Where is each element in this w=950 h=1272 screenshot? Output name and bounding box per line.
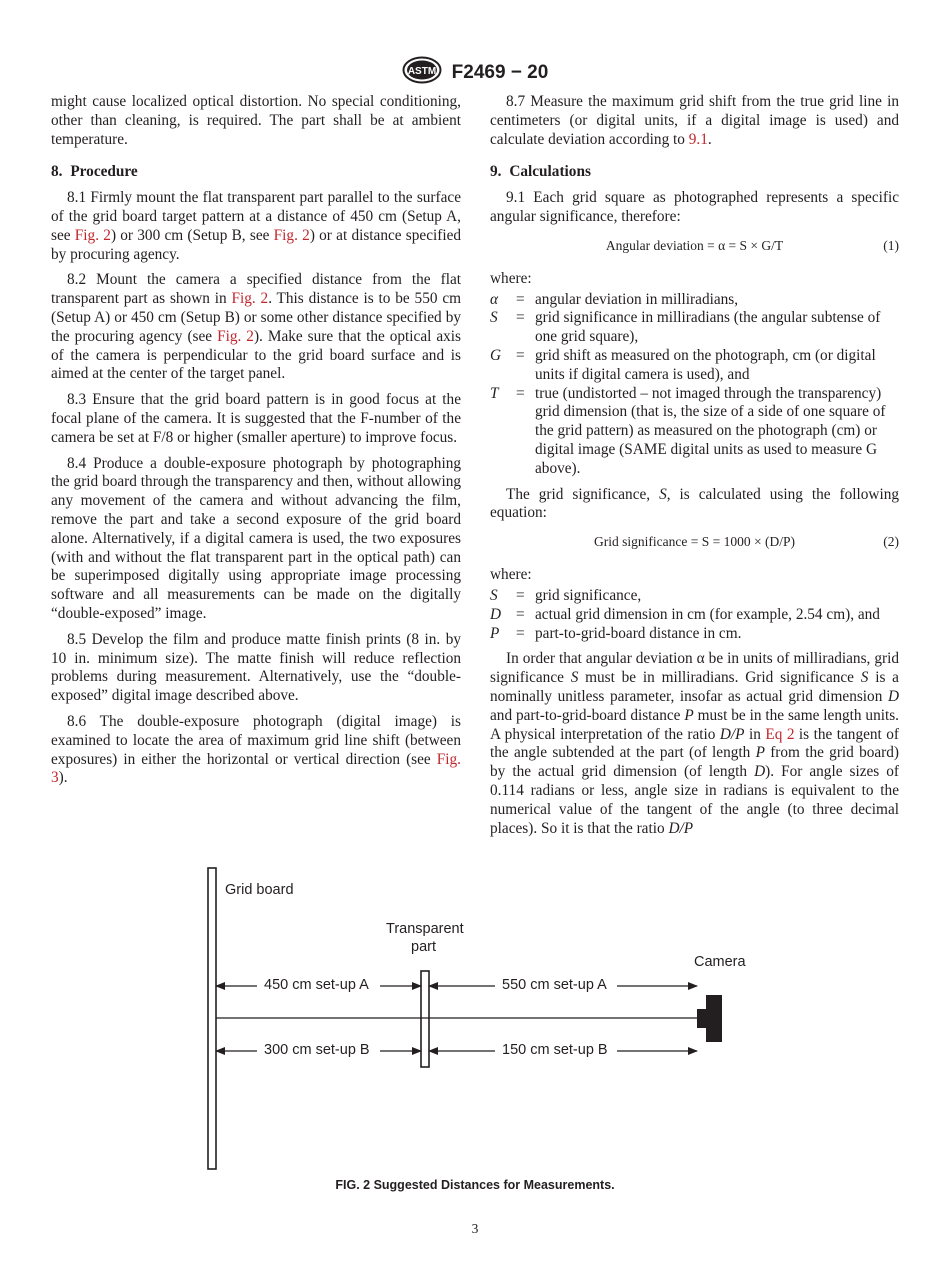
paragraph-9-1: 9.1 Each grid square as photographed represents a specific angular significance, therefore: xyxy=(490,189,899,225)
definition-item: T = true (undistorted – not imaged through the transparency) grid dimension (that is, the size of a side of one square of the grid pattern) as measured on the photograph (cm) or digital image (SAME digital units as used to measure G above). xyxy=(490,384,886,477)
equation-number: (2) xyxy=(883,534,899,550)
dim-label-300b: 300 cm set-up B xyxy=(264,1042,370,1058)
section-title: Calculations xyxy=(509,163,591,181)
paragraph-8-3: 8.3 Ensure that the grid board pattern is in good focus at the focal plane of the camera. It is suggested that the F-number of the camera be set at F/8 or higher (smaller aperture) to improve focus. xyxy=(51,391,461,446)
grid-significance-intro: The grid significance, S, is calculated using the following equation: xyxy=(490,485,899,522)
intro-paragraph: might cause localized optical distortion. No special conditioning, other than cleaning, is required. The part shall be at ambient temperature. xyxy=(51,93,461,148)
section-title: Procedure xyxy=(70,163,138,181)
paragraph-8-7: 8.7 Measure the maximum grid shift from the true grid line in centimeters (or digital units, if a digital image is used) and calculate deviation according to 9.1. xyxy=(490,93,899,148)
definition-list-2 xyxy=(490,587,899,643)
astm-logo-icon xyxy=(402,56,442,89)
equation-2 xyxy=(490,530,899,554)
equation-body: Angular deviation = α = S × G/T xyxy=(605,237,784,253)
dim-label-450a: 450 cm set-up A xyxy=(264,977,369,993)
figure-caption: FIG. 2 Suggested Distances for Measurements. xyxy=(335,1178,615,1192)
section-9-1-link[interactable]: 9.1 xyxy=(688,130,708,148)
camera-lens-shape xyxy=(697,1009,707,1028)
paragraph-8-5: 8.5 Develop the film and produce matte finish prints (8 in. by 10 in. minimum size). The matte finish will reduce reflection problems during measurement. Alternatively, use the “double-exposed” digital image described above. xyxy=(51,630,461,705)
transparent-part-label-line2: part xyxy=(411,939,436,955)
fig-2-link[interactable]: Fig. 2 xyxy=(231,290,269,308)
transparent-part-shape xyxy=(421,971,429,1067)
definition-item: S = grid significance in milliradians (the angular subtense of one grid square), xyxy=(490,309,881,346)
paragraph-8-1: 8.1 Firmly mount the flat transparent part parallel to the surface of the grid board target pattern at a distance of 450 cm (Setup A, see Fig. 2) or 300 cm (Setup B, see Fig. 2) or at distance specified by procuring agency. xyxy=(51,189,462,263)
camera-label: Camera xyxy=(694,954,746,970)
final-paragraph: In order that angular deviation α be in units of milliradians, grid significance S must be in milliradians. Grid significance S is a nominally unitless parameter, insofar as actual grid dimension D and part-to-grid-board distance P must be in the same length units. A physical interpretation of the ratio D/P in Eq 2 is the tangent of the angle subtended at the part (of length P from the grid board) by the actual grid dimension (of length D). For angle sizes of 0.114 radians or less, angle size in radians is equivalent to the numerical value of the tangent of the angle (to three decimal places). So it is that the ratio D/P xyxy=(490,650,900,837)
section-number: 8. xyxy=(51,163,63,181)
camera-body-shape xyxy=(706,995,722,1042)
definition-item: G = grid shift as measured on the photograph, cm (or digital units if digital camera is used), and xyxy=(490,346,876,383)
eq-2-link[interactable]: Eq 2 xyxy=(765,725,795,743)
fig-2-link[interactable]: Fig. 2 xyxy=(74,226,111,244)
equation-body: Grid significance = S = 1000 × (D/P) xyxy=(594,534,795,550)
figure-2 xyxy=(0,860,950,1200)
setup-diagram xyxy=(0,860,950,1180)
standard-designation: F2469 − 20 xyxy=(451,61,549,83)
left-column xyxy=(51,93,461,795)
definition-list-1 xyxy=(490,291,899,479)
paragraph-8-4: 8.4 Produce a double-exposure photograph by photographing the grid board through the transparency and then, without allowing any movement of the camera and without advancing the film, remove the part and take a second exposure of the grid board alone. Alternatively, if a digital camera is used, the two exposures (with and without the flat transparent part in the optical path) can be superimposed digitally using appropriate image processing software and all measurements can be made on the digitally “double-exposed” image. xyxy=(51,454,461,622)
fig-2-link[interactable]: Fig. 2 xyxy=(273,226,310,244)
definition-item: D = actual grid dimension in cm (for example, 2.54 cm), and xyxy=(490,605,880,623)
section-9-heading xyxy=(490,163,899,182)
equation-1 xyxy=(490,234,899,258)
right-column xyxy=(490,93,899,845)
section-8-heading xyxy=(51,163,461,182)
transparent-part-label: Transparent xyxy=(386,921,464,937)
svg-text:ASTM: ASTM xyxy=(407,66,436,77)
fig-3-link[interactable]: Fig. 3 xyxy=(51,750,461,787)
paragraph-8-6: 8.6 The double-exposure photograph (digital image) is examined to locate the area of maximum grid line shift (between exposures) in either the horizontal or vertical direction (see Fig. 3). xyxy=(51,712,461,787)
equation-number: (1) xyxy=(883,237,899,253)
paragraph-8-2: 8.2 Mount the camera a specified distance from the flat transparent part as shown in Fig. 2. This distance is to be 550 cm (Setup A) or 450 cm (Setup B) or some other distance specified by the procuring agency (see Fig. 2). Make sure that the optical axis of the camera is perpendicular to the grid board surface and is aimed at the center of the target panel. xyxy=(51,271,462,383)
section-number: 9. xyxy=(490,163,502,181)
definition-item: α = angular deviation in milliradians, xyxy=(490,290,739,308)
grid-board-shape xyxy=(208,868,216,1169)
definition-item: S = grid significance, xyxy=(490,586,642,604)
dim-label-550a: 550 cm set-up A xyxy=(502,977,607,993)
where-label: where: xyxy=(490,269,532,287)
grid-board-label: Grid board xyxy=(225,882,294,898)
fig-2-link[interactable]: Fig. 2 xyxy=(217,327,254,345)
page-number: 3 xyxy=(471,1221,479,1236)
definition-item: P = part-to-grid-board distance in cm. xyxy=(490,624,742,642)
page-header xyxy=(0,56,950,89)
where-label: where: xyxy=(490,566,532,584)
dim-label-150b: 150 cm set-up B xyxy=(502,1042,608,1058)
